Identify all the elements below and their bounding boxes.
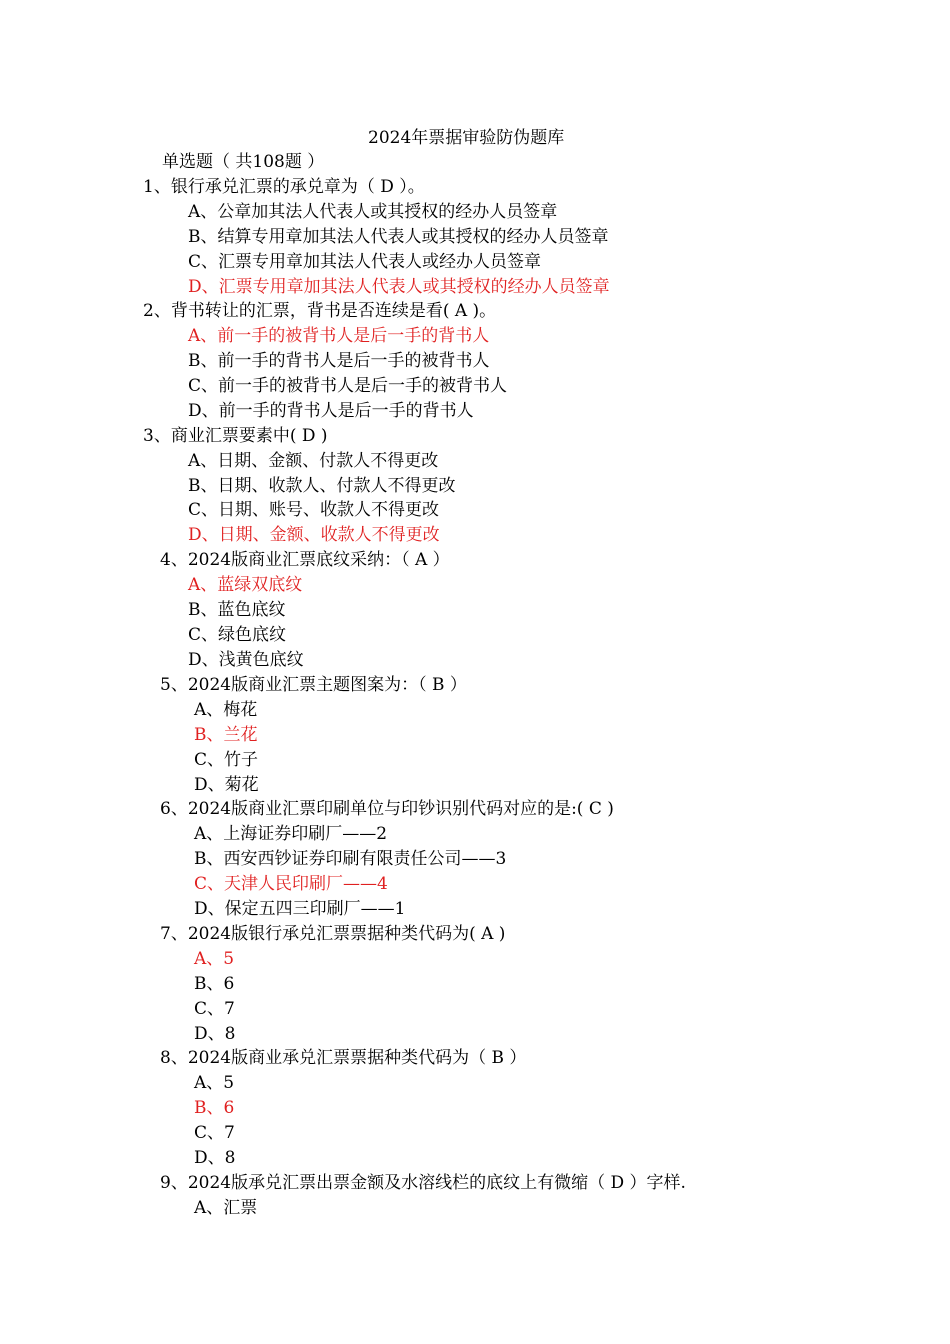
- q8-option-b-answer: B、6: [194, 1098, 235, 1118]
- q8-option-d: D、8: [194, 1148, 236, 1168]
- q2-option-b: B、前一手的背书人是后一手的被背书人: [188, 351, 490, 371]
- q7-option-a-answer: A、5: [194, 949, 235, 969]
- question-3: 3、商业汇票要素中( D ): [143, 426, 328, 446]
- q2-option-c: C、前一手的被背书人是后一手的被背书人: [188, 376, 508, 396]
- question-8: 8、2024版商业承兑汇票票据种类代码为（ B ）: [160, 1048, 527, 1068]
- question-5: 5、2024版商业汇票主题图案为：（ B ）: [160, 675, 467, 695]
- q5-option-c: C、竹子: [194, 750, 259, 770]
- q5-option-b-answer: B、兰花: [194, 725, 258, 745]
- question-7: 7、2024版银行承兑汇票票据种类代码为( A ): [160, 924, 506, 944]
- q4-option-a-answer: A、蓝绿双底纹: [188, 575, 303, 595]
- q5-option-d: D、菊花: [194, 775, 259, 795]
- q7-option-d: D、8: [194, 1024, 236, 1044]
- q2-option-d: D、前一手的背书人是后一手的背书人: [188, 401, 474, 421]
- q4-option-b: B、蓝色底纹: [188, 600, 286, 620]
- q4-option-d: D、浅黄色底纹: [188, 650, 304, 670]
- question-9: 9、2024版承兑汇票出票金额及水溶线栏的底纹上有微缩（ D ）字样.: [160, 1173, 686, 1193]
- question-6: 6、2024版商业汇票印刷单位与印钞识别代码对应的是:( C ): [160, 799, 614, 819]
- q6-option-a: A、上海证券印刷厂——2: [194, 824, 388, 844]
- question-2: 2、背书转让的汇票，背书是否连续是看( A )。: [143, 301, 497, 321]
- q3-option-a: A、日期、金额、付款人不得更改: [188, 451, 439, 471]
- q1-option-a: A、公章加其法人代表人或其授权的经办人员签章: [188, 202, 558, 222]
- q8-option-c: C、7: [194, 1123, 235, 1143]
- q2-option-a-answer: A、前一手的被背书人是后一手的背书人: [188, 326, 490, 346]
- q3-option-d-answer: D、日期、金额、收款人不得更改: [188, 525, 440, 545]
- question-1: 1、银行承兑汇票的承兑章为（ D ）。: [143, 177, 425, 197]
- q6-option-d: D、保定五四三印刷厂——1: [194, 899, 406, 919]
- q6-option-b: B、西安西钞证券印刷有限责任公司——3: [194, 849, 507, 869]
- section-heading: 单选题（ 共108题 ）: [162, 152, 325, 172]
- q7-option-b: B、6: [194, 974, 235, 994]
- q4-option-c: C、绿色底纹: [188, 625, 287, 645]
- q3-option-b: B、日期、收款人、付款人不得更改: [188, 476, 456, 496]
- q9-option-a: A、汇票: [194, 1198, 258, 1218]
- question-4: 4、2024版商业汇票底纹采纳：（ A ）: [160, 550, 450, 570]
- q1-option-b: B、结算专用章加其法人代表人或其授权的经办人员签章: [188, 227, 609, 247]
- q1-option-c: C、汇票专用章加其法人代表人或经办人员签章: [188, 252, 542, 272]
- q1-option-d-answer: D、汇票专用章加其法人代表人或其授权的经办人员签章: [188, 277, 610, 297]
- q6-option-c-answer: C、天津人民印刷厂——4: [194, 874, 388, 894]
- document-title: 2024年票据审验防伪题库: [368, 128, 565, 148]
- q5-option-a: A、梅花: [194, 700, 258, 720]
- q8-option-a: A、5: [194, 1073, 235, 1093]
- q3-option-c: C、日期、账号、收款人不得更改: [188, 500, 440, 520]
- q7-option-c: C、7: [194, 999, 235, 1019]
